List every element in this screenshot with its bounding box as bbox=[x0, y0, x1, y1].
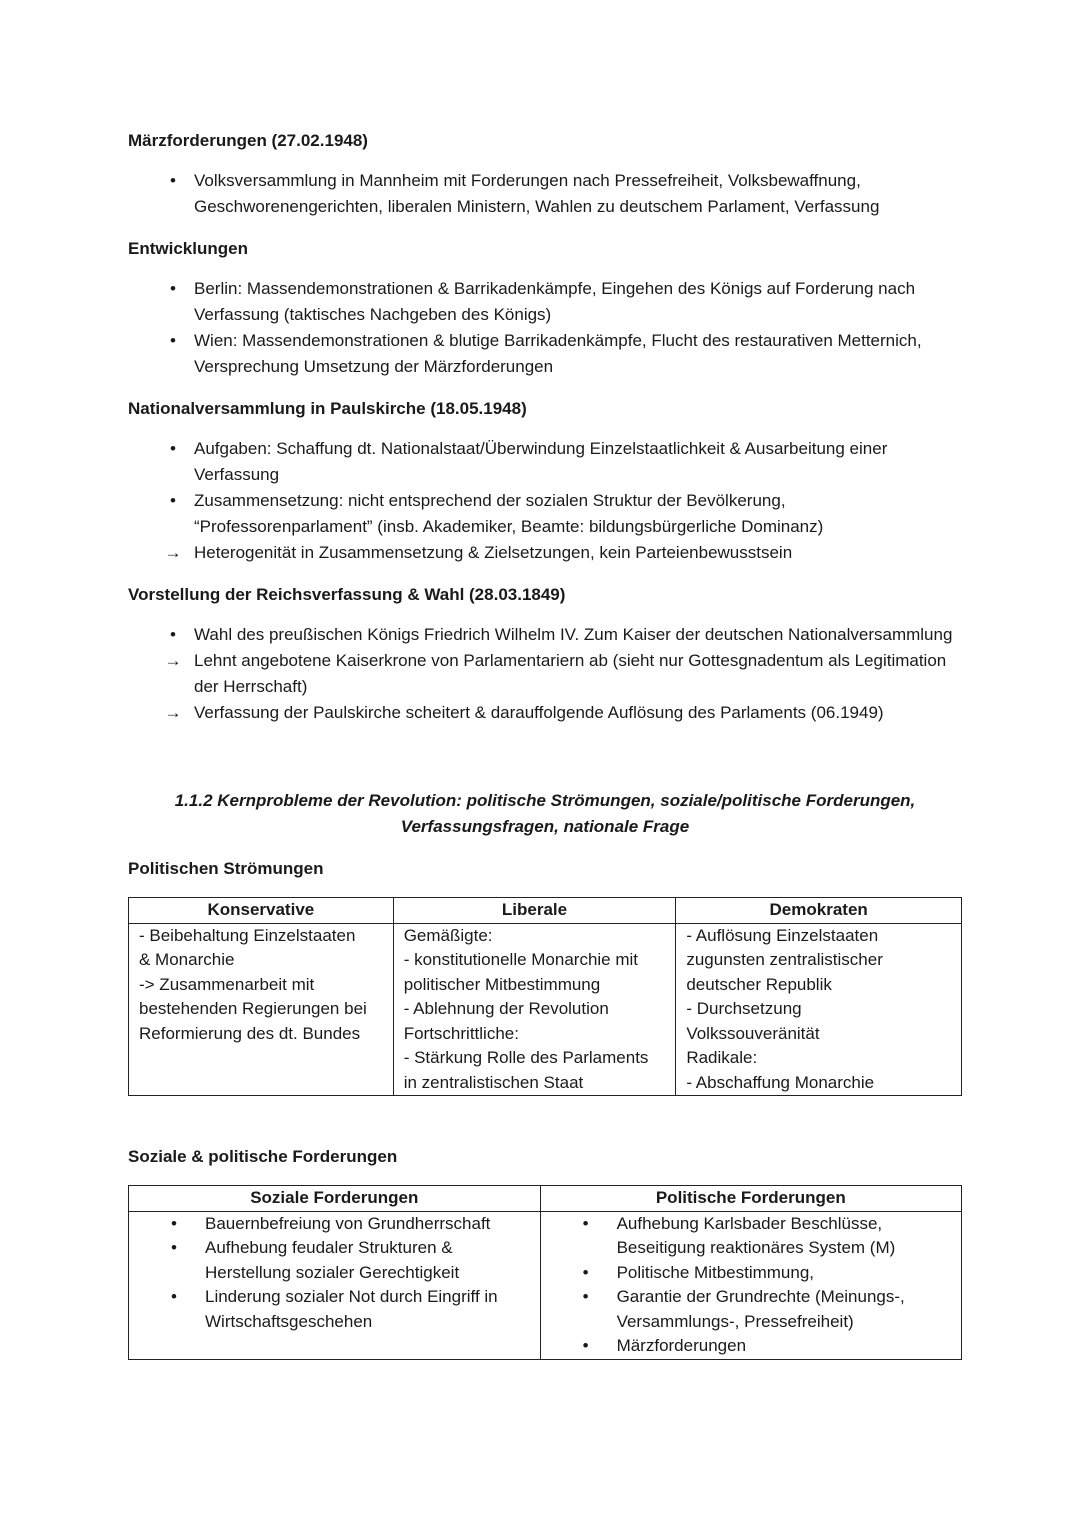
list-item bbox=[551, 1212, 951, 1261]
bullet-marker: • bbox=[582, 1213, 589, 1233]
bullet-list bbox=[128, 436, 962, 566]
list-item-text: Aufhebung Karlsbader Beschlüsse, Beseitigung reaktionäres System (M) bbox=[616, 1213, 896, 1257]
list-item bbox=[128, 540, 962, 566]
list-item-text: Lehnt angebotene Kaiserkrone von Parlamentariern ab (sieht nur Gottesgnadentum als Legitimation der Herrschaft) bbox=[194, 651, 947, 696]
cell-line: politischer Mitbestimmung bbox=[403, 974, 601, 994]
bullet-marker: • bbox=[171, 1287, 177, 1306]
section-maerzforderungen bbox=[128, 128, 962, 220]
list-item bbox=[128, 700, 962, 726]
list-item-text: Zusammensetzung: nicht entsprechend der sozialen Struktur der Bevölkerung, “Professorenparlament” (insb. Akademiker, Beamte: bildungsbürgerliche Dominanz) bbox=[194, 491, 824, 536]
section-entwicklungen bbox=[128, 236, 962, 380]
cell-line: Fortschrittliche: bbox=[403, 1023, 519, 1043]
chapter-title-line-2: Verfassungsfragen, nationale Frage bbox=[400, 817, 690, 836]
section-heading-currents: Politischen Strömungen bbox=[128, 859, 324, 878]
list-item-text: Verfassung der Paulskirche scheitert & darauffolgende Auflösung des Parlaments (06.1949) bbox=[194, 703, 884, 722]
cell-line: -> Zusammenarbeit mit bbox=[139, 974, 315, 994]
bullet-marker: • bbox=[170, 279, 176, 298]
list-item bbox=[139, 1236, 530, 1285]
cell-line: & Monarchie bbox=[139, 950, 235, 969]
cell-line: - Durchsetzung bbox=[686, 999, 802, 1018]
cell-line: Reformierung des dt. Bundes bbox=[139, 1023, 361, 1043]
bullet-list bbox=[551, 1212, 951, 1359]
table-cell-liberale bbox=[393, 923, 676, 1096]
list-item-text: Heterogenität in Zusammensetzung & Zielsetzungen, kein Parteienbewusstsein bbox=[194, 543, 793, 562]
cell-line: deutscher Republik bbox=[686, 974, 832, 994]
table-cell-demokraten bbox=[676, 923, 962, 1096]
section-heading: Nationalversammlung in Paulskirche (18.05.1948) bbox=[128, 399, 527, 418]
bullet-marker: • bbox=[171, 1213, 177, 1233]
bullet-marker: • bbox=[170, 439, 176, 458]
list-item-text: Volksversammlung in Mannheim mit Forderungen nach Pressefreiheit, Volksbewaffnung, Geschworenengerichten, liberalen Ministern, Wahlen zu deutschem Parlament, Verfassung bbox=[194, 171, 880, 216]
table-cell-political bbox=[540, 1211, 961, 1359]
bullet-marker: • bbox=[582, 1287, 589, 1306]
cell-line: - Ablehnung der Revolution bbox=[403, 999, 609, 1018]
cell-line: zugunsten zentralistischer bbox=[686, 950, 883, 969]
bullet-list bbox=[139, 1212, 530, 1335]
cell-line: - Beibehaltung Einzelstaaten bbox=[139, 925, 356, 945]
list-item-text: Linderung sozialer Not durch Eingriff in Wirtschaftsgeschehen bbox=[205, 1287, 498, 1331]
list-item-text: Politische Mitbestimmung, bbox=[616, 1262, 815, 1282]
list-item-text: Berlin: Massendemonstrationen & Barrikadenkämpfe, Eingehen des Königs auf Forderung nach Verfassung (taktisches Nachgeben des Königs) bbox=[194, 279, 916, 324]
column-header: Liberale bbox=[393, 898, 676, 924]
section-nationalversammlung bbox=[128, 396, 962, 566]
table-cell-social bbox=[129, 1211, 541, 1359]
bullet-marker: • bbox=[170, 491, 176, 510]
list-item bbox=[128, 648, 962, 700]
table-row bbox=[129, 1211, 962, 1359]
cell-line: - konstitutionelle Monarchie mit bbox=[403, 950, 639, 969]
column-header: Politische Forderungen bbox=[540, 1186, 961, 1212]
column-header: Konservative bbox=[129, 898, 394, 924]
arrow-marker: → bbox=[164, 543, 182, 562]
section-reichsverfassung bbox=[128, 582, 962, 726]
cell-line: in zentralistischen Staat bbox=[403, 1072, 584, 1092]
list-item bbox=[551, 1334, 951, 1359]
bullet-list bbox=[128, 276, 962, 380]
bullet-marker: • bbox=[170, 331, 176, 350]
bullet-list bbox=[128, 622, 962, 726]
cell-line: Volkssouveränität bbox=[686, 1023, 820, 1043]
list-item bbox=[139, 1212, 530, 1237]
bullet-marker: • bbox=[170, 625, 176, 644]
list-item bbox=[128, 168, 962, 220]
chapter-title bbox=[128, 788, 962, 840]
bullet-marker: • bbox=[170, 171, 176, 190]
chapter-title-line-1: 1.1.2 Kernprobleme der Revolution: politische Strömungen, soziale/politische Forderungen, bbox=[174, 791, 916, 810]
section-heading-demands: Soziale & politische Forderungen bbox=[128, 1147, 398, 1166]
column-header: Soziale Forderungen bbox=[129, 1186, 541, 1212]
cell-line: - Abschaffung Monarchie bbox=[686, 1072, 875, 1092]
list-item-text: Aufgaben: Schaffung dt. Nationalstaat/Überwindung Einzelstaatlichkeit & Ausarbeitung einer Verfassung bbox=[194, 439, 888, 484]
section-heading: Vorstellung der Reichsverfassung & Wahl (28.03.1849) bbox=[128, 585, 566, 604]
arrow-marker: → bbox=[164, 703, 182, 722]
list-item-text: Aufhebung feudaler Strukturen & Herstellung sozialer Gerechtigkeit bbox=[205, 1238, 460, 1282]
bullet-marker: • bbox=[582, 1262, 589, 1282]
cell-line: Gemäßigte: bbox=[403, 925, 493, 945]
list-item bbox=[128, 488, 962, 540]
list-item bbox=[128, 436, 962, 488]
list-item bbox=[128, 328, 962, 380]
list-item-text: Märzforderungen bbox=[616, 1336, 747, 1355]
list-item-text: Bauernbefreiung von Grundherrschaft bbox=[205, 1213, 491, 1233]
list-item bbox=[139, 1285, 530, 1334]
list-item-text: Wahl des preußischen Königs Friedrich Wilhelm IV. Zum Kaiser der deutschen Nationalversammlung bbox=[194, 625, 953, 644]
cell-line: - Auflösung Einzelstaaten bbox=[686, 925, 879, 945]
list-item bbox=[551, 1285, 951, 1334]
list-item bbox=[551, 1261, 951, 1286]
section-heading: Märzforderungen (27.02.1948) bbox=[128, 131, 368, 150]
arrow-marker: → bbox=[164, 651, 182, 670]
cell-line: bestehenden Regierungen bei bbox=[139, 999, 367, 1018]
list-item-text: Wien: Massendemonstrationen & blutige Barrikadenkämpfe, Flucht des restaurativen Metternich, Versprechung Umsetzung der Märzforderungen bbox=[194, 331, 922, 376]
table-header-row bbox=[129, 898, 962, 924]
column-header: Demokraten bbox=[676, 898, 962, 924]
table-row bbox=[129, 923, 962, 1096]
list-item-text: Garantie der Grundrechte (Meinungs-, Versammlungs-, Pressefreiheit) bbox=[616, 1287, 905, 1331]
cell-line: - Stärkung Rolle des Parlaments bbox=[403, 1048, 649, 1067]
bullet-list bbox=[128, 168, 962, 220]
currents-table bbox=[128, 897, 962, 1096]
bullet-marker: • bbox=[582, 1336, 589, 1355]
section-heading: Entwicklungen bbox=[128, 239, 248, 258]
table-cell-konservative bbox=[129, 923, 394, 1096]
list-item bbox=[128, 622, 962, 648]
demands-table bbox=[128, 1185, 962, 1360]
cell-line: Radikale: bbox=[686, 1048, 758, 1067]
document-page bbox=[128, 128, 962, 1360]
table-header-row bbox=[129, 1186, 962, 1212]
list-item bbox=[128, 276, 962, 328]
bullet-marker: • bbox=[171, 1238, 177, 1257]
